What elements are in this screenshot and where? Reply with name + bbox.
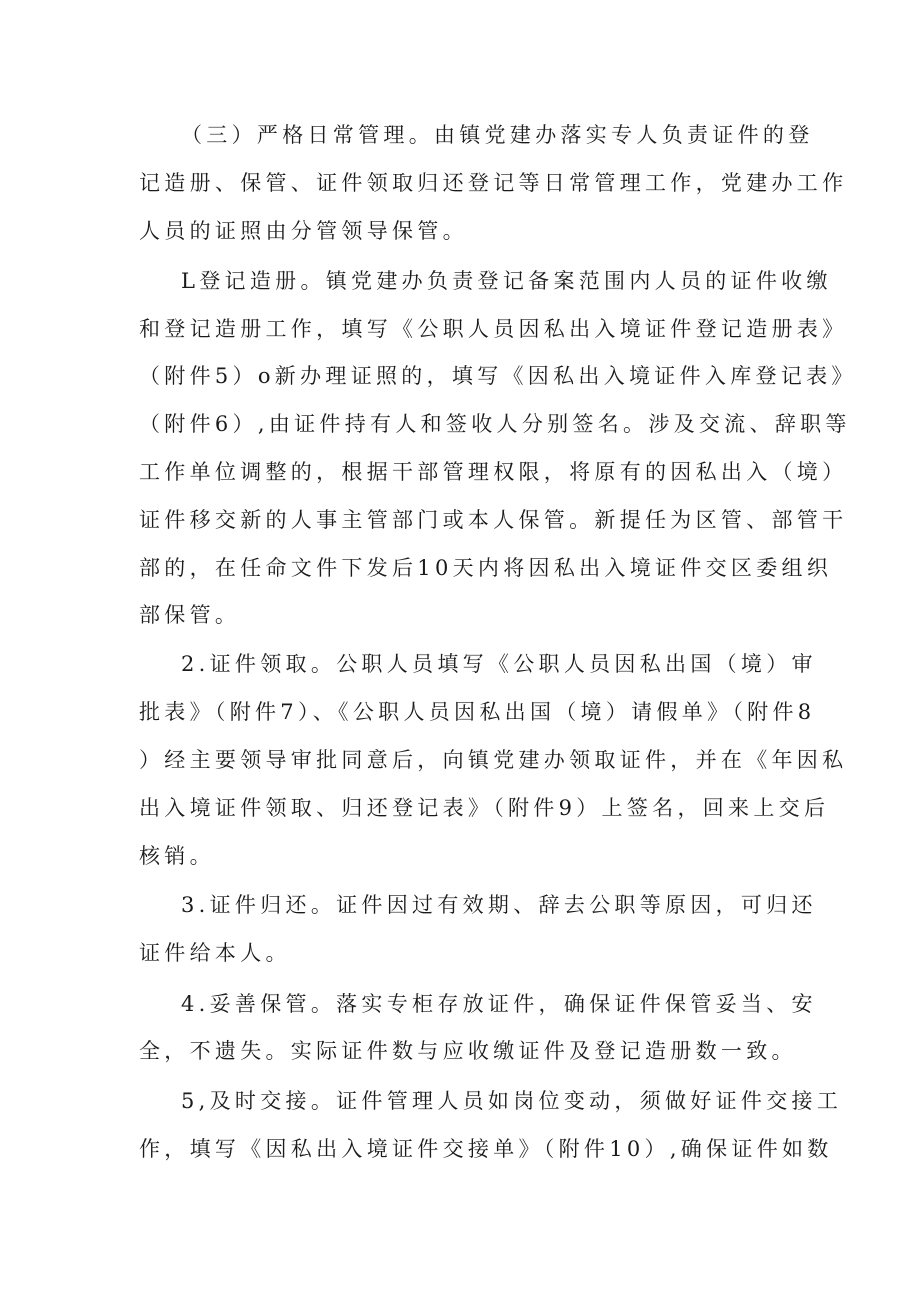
item-1-line-4: （附件6）,由证件持有人和签收人分别签名。涉及交流、辞职等 — [139, 412, 851, 436]
item-1-line-2: 和登记造册工作，填写《公职人员因私出入境证件登记造册表》 — [139, 317, 848, 341]
item-1-line-5: 工作单位调整的，根据干部管理权限，将原有的因私出入（境） — [139, 460, 848, 484]
item-1-line-7: 部的，在任命文件下发后10天内将因私出入境证件交区委组织 — [139, 556, 833, 580]
item-2-line-5: 核销。 — [139, 844, 215, 868]
item-2-line-3: ）经主要领导审批同意后，向镇党建办领取证件，并在《年因私 — [139, 748, 848, 772]
item-5-line-2: 作，填写《因私出入境证件交接单》（附件10）,确保证件如数 — [139, 1137, 833, 1161]
item-4-line-1: 4.妥善保管。落实专柜存放证件，确保证件保管妥当、安 — [181, 992, 817, 1016]
paragraph-3-line-1: （三）严格日常管理。由镇党建办落实专人负责证件的登 — [181, 123, 814, 147]
item-1-line-6: 证件移交新的人事主管部门或本人保管。新提任为区管、部管干 — [139, 508, 848, 532]
item-1-line-3: （附件5）o新办理证照的，填写《因私出入境证件入库登记表》 — [139, 364, 857, 388]
item-2-line-2: 批表》（附件7）、《公职人员因私出国（境）请假单》（附件8 — [139, 700, 816, 724]
item-3-line-1: 3.证件归还。证件因过有效期、辞去公职等原因，可归还 — [181, 893, 817, 917]
paragraph-3-line-2: 记造册、保管、证件领取归还登记等日常管理工作，党建办工作 — [139, 171, 848, 195]
item-1-line-8: 部保管。 — [139, 603, 241, 627]
item-2-line-1: 2.证件领取。公职人员填写《公职人员因私出国（境）审 — [181, 652, 817, 676]
item-2-line-4: 出入境证件领取、归还登记表》（附件9）上签名，回来上交后 — [139, 796, 830, 820]
item-3-line-2: 证件给本人。 — [139, 941, 291, 965]
item-1-line-1: L登记造册。镇党建办负责登记备案范围内人员的证件收缴 — [181, 269, 832, 293]
item-4-line-2: 全，不遗失。实际证件数与应收缴证件及登记造册数一致。 — [139, 1039, 797, 1063]
paragraph-3-line-3: 人员的证照由分管领导保管。 — [139, 219, 468, 243]
item-5-line-1: 5,及时交接。证件管理人员如岗位变动，须做好证件交接工 — [181, 1089, 843, 1113]
